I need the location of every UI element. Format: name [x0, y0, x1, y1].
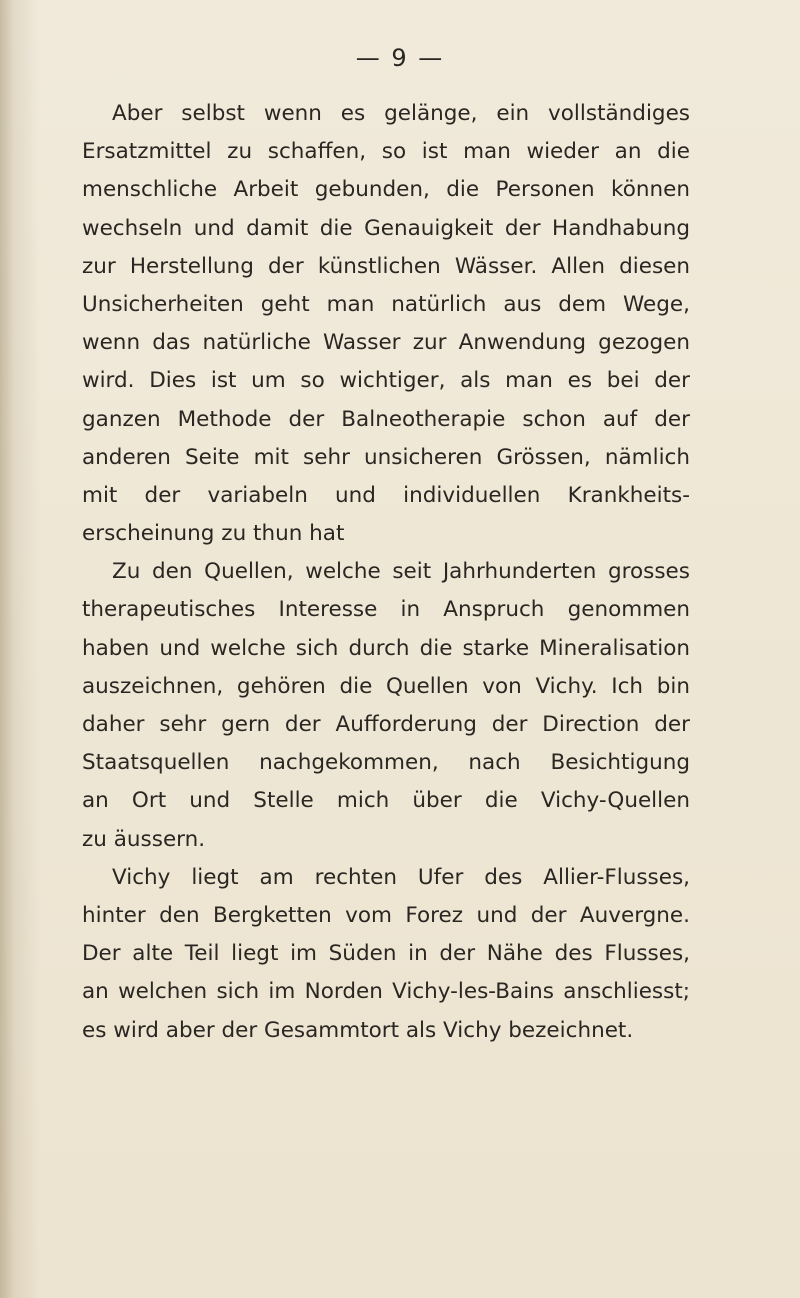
text-line: zur Herstellung der künstlichen Wässer. Allen diesen [82, 253, 690, 279]
text-line: mit der variabeln und individuellen Krankheits- [82, 482, 690, 508]
text-line: wechseln und damit die Genauigkeit der Handhabung [82, 215, 690, 241]
text-line: haben und welche sich durch die starke Mineralisation [82, 635, 690, 661]
text-line: an welchen sich im Norden Vichy-les-Bains anschliesst; [82, 979, 690, 1005]
text-line: erscheinung zu thun hat [82, 521, 345, 547]
text-line: Ersatzmittel zu schaffen, so ist man wieder an die [82, 139, 690, 165]
text-line: an Ort und Stelle mich über die Vichy-Quellen [82, 788, 690, 814]
text-line: Staatsquellen nachgekommen, nach Besichtigung [82, 750, 690, 776]
text-line: wenn das natürliche Wasser zur Anwendung gezogen [82, 330, 690, 356]
page-number: — 9 — [355, 44, 445, 72]
paragraph-3 [82, 859, 690, 1050]
paragraph-1 [82, 95, 690, 553]
text-line: menschliche Arbeit gebunden, die Personen können [82, 177, 690, 203]
body-text [82, 95, 690, 1050]
text-line: anderen Seite mit sehr unsicheren Grössen, nämlich [82, 444, 690, 470]
text-line: therapeutisches Interesse in Anspruch genommen [82, 597, 690, 623]
text-line: Zu den Quellen, welche seit Jahrhunderten grosses [112, 559, 690, 585]
text-line: wird. Dies ist um so wichtiger, als man es bei der [82, 368, 690, 394]
text-line: zu äussern. [82, 826, 206, 852]
text-line: Unsicherheiten geht man natürlich aus dem Wege, [82, 291, 690, 317]
text-line: Vichy liegt am rechten Ufer des Allier-Flusses, [112, 864, 690, 890]
text-line: es wird aber der Gesammtort als Vichy bezeichnet. [82, 1017, 634, 1043]
text-line: ganzen Methode der Balneotherapie schon auf der [82, 406, 690, 432]
text-line: hinter den Bergketten vom Forez und der Auvergne. [82, 902, 690, 928]
text-line: Der alte Teil liegt im Süden in der Nähe des Flusses, [82, 941, 690, 967]
text-line: daher sehr gern der Aufforderung der Direction der [82, 712, 690, 737]
paragraph-2 [82, 553, 690, 859]
text-line: Aber selbst wenn es gelänge, ein vollständiges [112, 101, 690, 126]
text-line: auszeichnen, gehören die Quellen von Vichy. Ich bin [82, 673, 690, 699]
